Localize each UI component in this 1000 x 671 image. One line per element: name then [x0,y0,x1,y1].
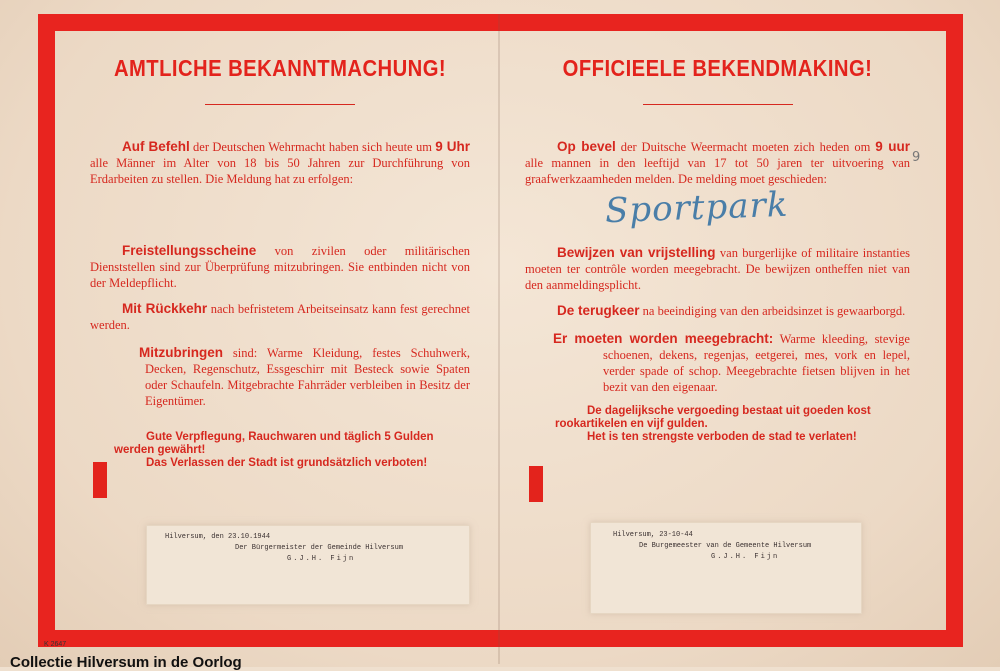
dutch-p1-text-a: der Duitsche Weermacht moeten zich heden om [615,140,876,154]
german-paragraph-3 [90,301,470,333]
dutch-stamp-mayor: De Burgemeester van de Gemeente Hilversum [639,542,812,550]
dutch-notice-2: Het is ten strengste verboden de stad te verlaten! [587,431,857,443]
dutch-stamp-signature: G.J.H. Fijn [711,553,780,561]
dutch-p4-bold: Er moeten worden meegebracht: [553,331,774,346]
german-p1-text-a: der Deutschen Wehrmacht haben sich heute um [189,140,436,154]
german-stamp-mayor: Der Bürgermeister der Gemeinde Hilversum [235,544,404,552]
german-p4-text: sind: Warme Kleidung, festes Schuhwerk, Decken, Regenschutz, Essgeschirr mit Besteck sowie Spaten oder Schaufeln. Mitgebrachte Fahrräder verbleiben in Besitz der Eigentümer. [145,346,470,408]
title-rule [643,104,793,105]
handwritten-location: Sportpark [604,184,789,232]
german-column [90,55,470,470]
dutch-paragraph-2 [525,245,910,293]
dutch-stamp [590,522,862,614]
paper-fold [498,14,500,664]
german-p2-text: von zivilen oder militärischen Dienststellen sind zur Überprüfung mitzubringen. Sie entbinden nicht von der Meldepflicht. [90,244,470,290]
dutch-p1-bold: Op bevel [557,139,616,154]
dutch-p2-bold: Bewijzen van vrijstelling [557,245,716,260]
margin-mark: 9 [912,150,921,165]
german-p1-bold: Auf Befehl [122,139,190,154]
german-paragraph-1 [90,139,470,187]
dutch-notice-1: De dagelijksche vergoeding bestaat uit goeden kost rookartikelen en vijf gulden. [555,405,871,430]
german-title: AMTLICHE BEKANNTMACHUNG! [113,55,447,81]
german-notice-1: Gute Verpflegung, Rauchwaren und täglich 5 Gulden werden gewährt! [114,431,434,456]
dutch-p1-bold-2: 9 uur [875,139,910,154]
german-p1-text-b: alle Männer im Alter von 18 bis 50 Jahren zur Durchführung von Erdarbeiten zu stellen. Die Meldung hat zu erfolgen: [90,156,470,186]
dutch-paragraph-1 [525,139,910,187]
german-paragraph-4 [90,345,470,409]
german-p4-bold: Mitzubringen [139,345,223,360]
german-red-marker [93,462,107,498]
dutch-paragraph-4 [525,331,910,395]
title-rule [205,104,355,105]
dutch-p3-bold: De terugkeer [557,303,640,318]
dutch-p1-text-b: alle mannen in den leeftijd van 17 tot 50 jaren ter uitvoering van graafwerkzaamheden melden. De melding moet geschieden: [525,156,910,186]
dutch-p2-text: van burgerlijke of militaire instanties moeten ter contrôle worden meegebracht. De bewijzen ontheffen niet van den aanmeldingsplicht. [525,246,910,292]
dutch-column [525,55,910,444]
german-stamp-date: Hilversum, den 23.10.1944 [165,533,271,541]
german-p2-bold: Freistellungsscheine [122,243,257,258]
dutch-paragraph-3 [525,303,910,319]
german-p3-bold: Mit Rückkehr [122,301,208,316]
dutch-p3-text: na beeindiging van den arbeidsinzet is gewaarborgd. [639,304,906,318]
catalog-number: K 2647 [44,641,67,648]
german-paragraph-2 [90,243,470,291]
german-stamp-signature: G.J.H. Fijn [287,555,356,563]
collection-credit: Collectie Hilversum in de Oorlog [10,654,242,671]
dutch-p4-text: Warme kleeding, stevige schoenen, dekens, regenjas, eetgerei, mes, vork en lepel, verder spade of schop. Meegebrachte fietsen blijven in het bezit van den eigenaar. [603,332,910,394]
german-p3-text: nach befristetem Arbeitseinsatz kann fest gerechnet werden. [90,302,470,332]
german-stamp [146,525,470,605]
dutch-stamp-date: Hilversum, 23-10-44 [613,531,693,539]
dutch-red-marker [529,466,543,502]
dutch-notice [525,405,910,444]
german-notice [90,431,470,470]
dutch-title: OFFICIEELE BEKENDMAKING! [562,55,873,81]
german-p1-bold-2: 9 Uhr [435,139,470,154]
german-notice-2: Das Verlassen der Stadt ist grundsätzlich verboten! [146,457,428,469]
